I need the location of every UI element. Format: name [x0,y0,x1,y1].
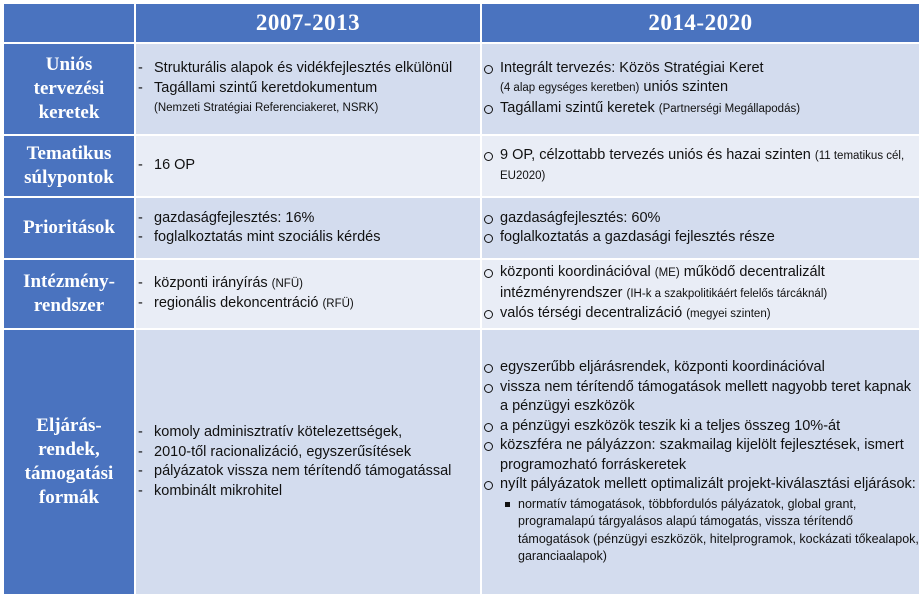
cell-2007-2013 [135,329,481,595]
header-row [3,3,920,43]
cell-2014-2020 [481,329,920,595]
list-item: - 16 OP [136,156,480,176]
list-item: - központi irányírás (NFÜ) [136,274,480,295]
list-item: - komoly adminisztratív kötelezettségek, [136,423,480,443]
list-item: gazdaságfejlesztés: 60% [482,209,919,229]
list-item: nyílt pályázatok mellett optimalizált projekt-kiválasztási eljárások: normatív támogatások, többfordulós pályázatok, global grant, programalapú tárgyalásos alapú támogatás, vissza térítendő támogatások (pénzügyi eszközök, hitelprogramok, kockázati tőkealapok, garanciaalapok) [482,475,919,566]
list-item: központi koordinációval (ME) működő decentralizált intézményrendszer (IH-k a szakpolitikáért felelős tárcáknál) [482,263,919,304]
row-eljarasrendek [3,329,920,595]
list-item: Tagállami szintű keretek (Partnerségi Megállapodás) [482,99,919,120]
list-item: - Tagállami szintű keretdokumentum (Nemzeti Stratégiai Referenciakeret, NSRK) [136,79,480,119]
corner-cell [3,3,135,43]
row-tematikus-sulypontok [3,135,920,197]
list-item: - Strukturális alapok és vidékfejlesztés elkülönül [136,59,480,79]
list-item: - gazdaságfejlesztés: 16% [136,209,480,229]
list-item: vissza nem térítendő támogatások mellett nagyobb teret kapnak a pénzügyi eszközök [482,378,919,417]
list-item: 9 OP, célzottabb tervezés uniós és hazai szinten (11 tematikus cél, EU2020) [482,146,919,187]
list-item: foglalkoztatás a gazdasági fejlesztés része [482,228,919,248]
row-intezmenyrendszer [3,259,920,329]
row-label: Tematikus súlypontok [3,135,135,197]
list-item: egyszerűbb eljárásrendek, központi koordinációval [482,358,919,378]
cell-2014-2020 [481,259,920,329]
list-item: - foglalkoztatás mint szociális kérdés [136,228,480,248]
cell-2007-2013 [135,43,481,135]
cell-2014-2020 [481,197,920,259]
list-item: - 2010-től racionalizáció, egyszerűsítések [136,443,480,463]
header-2014-2020: 2014-2020 [481,3,920,43]
header-2007-2013: 2007-2013 [135,3,481,43]
list-item: - pályázatok vissza nem térítendő támogatással [136,462,480,482]
cell-2007-2013 [135,135,481,197]
cell-2007-2013 [135,197,481,259]
row-label: Uniós tervezési keretek [3,43,135,135]
list-item: Integrált tervezés: Közös Stratégiai Keret (4 alap egységes keretben) uniós szinten [482,59,919,99]
list-item: - kombinált mikrohitel [136,482,480,502]
row-label: Prioritások [3,197,135,259]
list-item: közszféra ne pályázzon: szakmailag kijelölt fejlesztések, ismert programozható forráskeretek [482,436,919,475]
row-label: Intézmény- rendszer [3,259,135,329]
row-prioritasok [3,197,920,259]
row-label: Eljárás- rendek, támogatási formák [3,329,135,595]
list-item: - regionális dekoncentráció (RFÜ) [136,294,480,315]
cell-2007-2013 [135,259,481,329]
row-unios-tervezesi-keretek [3,43,920,135]
cell-2014-2020 [481,135,920,197]
sub-list-item: normatív támogatások, többfordulós pályázatok, global grant, programalapú tárgyalásos alapú támogatás, vissza térítendő támogatások (pénzügyi eszközök, hitelprogramok, kockázati tőkealapok, garanciaalapok) [500,496,919,566]
list-item: a pénzügyi eszközök teszik ki a teljes összeg 10%-át [482,417,919,437]
cell-2014-2020 [481,43,920,135]
list-item: valós térségi decentralizáció (megyei szinten) [482,304,919,325]
comparison-table [2,2,921,596]
